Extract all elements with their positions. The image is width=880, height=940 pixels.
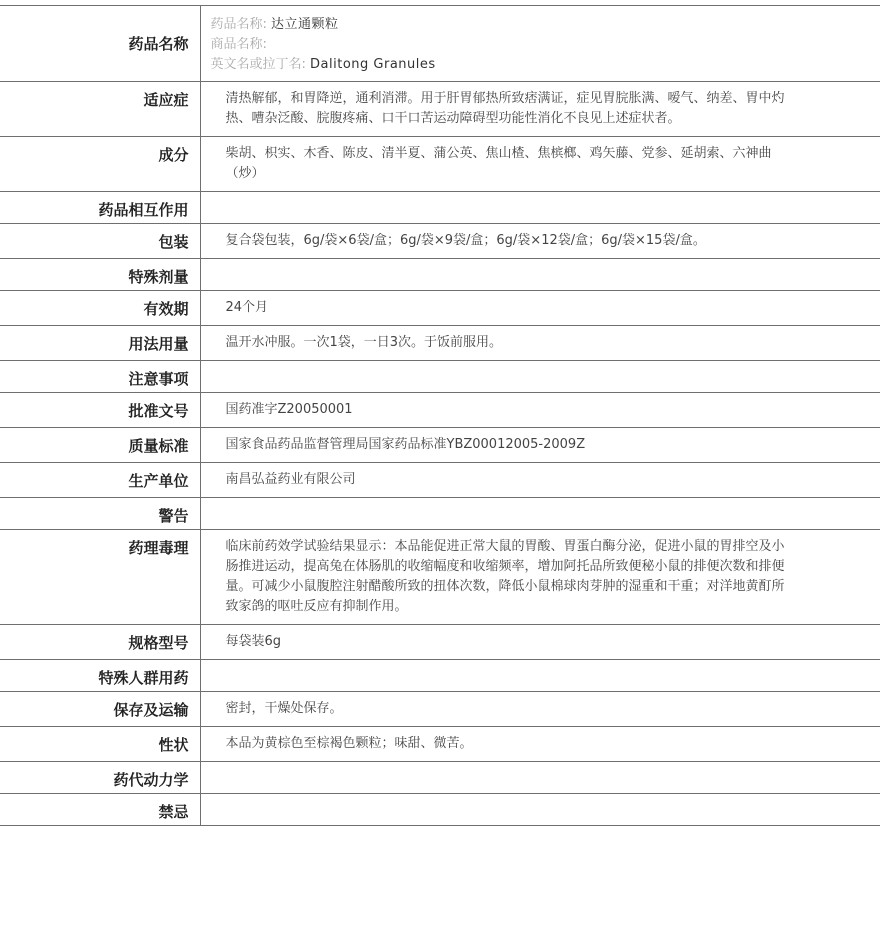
spec-row bbox=[0, 794, 880, 826]
spec-label: 禁忌 bbox=[0, 794, 200, 826]
spec-value: 每袋装6g bbox=[200, 625, 880, 660]
spec-label: 规格型号 bbox=[0, 625, 200, 660]
trade-name-key: 商品名称: bbox=[210, 37, 267, 52]
spec-row bbox=[0, 530, 880, 625]
generic-name-value: 达立通颗粒 bbox=[271, 17, 339, 32]
spec-row bbox=[0, 82, 880, 137]
spec-label: 有效期 bbox=[0, 291, 200, 326]
spec-row bbox=[0, 428, 880, 463]
spec-value bbox=[200, 660, 880, 692]
spec-value bbox=[200, 498, 880, 530]
spec-label: 药理毒理 bbox=[0, 530, 200, 625]
spec-value: 温开水冲服。一次1袋，一日3次。于饭前服用。 bbox=[200, 326, 880, 361]
spec-label: 用法用量 bbox=[0, 326, 200, 361]
spec-value bbox=[200, 794, 880, 826]
spec-value: 国家食品药品监督管理局国家药品标准YBZ00012005-2009Z bbox=[200, 428, 880, 463]
spec-row bbox=[0, 692, 880, 727]
spec-label: 保存及运输 bbox=[0, 692, 200, 727]
drug-spec-body bbox=[0, 6, 880, 826]
english-name-key: 英文名或拉丁名: bbox=[210, 57, 306, 72]
spec-label: 成分 bbox=[0, 137, 200, 192]
spec-value bbox=[200, 192, 880, 224]
spec-value: 柴胡、枳实、木香、陈皮、清半夏、蒲公英、焦山楂、焦槟榔、鸡矢藤、党参、延胡索、六神曲（炒） bbox=[200, 137, 880, 192]
spec-label: 性状 bbox=[0, 727, 200, 762]
spec-row bbox=[0, 727, 880, 762]
spec-label: 特殊剂量 bbox=[0, 259, 200, 291]
spec-value bbox=[200, 762, 880, 794]
generic-name-line bbox=[211, 15, 880, 35]
spec-row bbox=[0, 137, 880, 192]
spec-value: 复合袋包装，6g/袋×6袋/盒；6g/袋×9袋/盒；6g/袋×12袋/盒；6g/袋×15袋/盒。 bbox=[200, 224, 880, 259]
english-name-line bbox=[211, 55, 880, 75]
spec-value: 清热解郁，和胃降逆，通利消滞。用于肝胃郁热所致痞满证，症见胃脘胀满、嗳气、纳差、胃中灼热、嘈杂泛酸、脘腹疼痛、口干口苦运动障碍型功能性消化不良见上述症状者。 bbox=[200, 82, 880, 137]
spec-label: 包装 bbox=[0, 224, 200, 259]
generic-name-key: 药品名称: bbox=[210, 17, 267, 32]
spec-value: 南昌弘益药业有限公司 bbox=[200, 463, 880, 498]
spec-label: 药品名称 bbox=[0, 6, 200, 82]
english-name-value: Dalitong Granules bbox=[310, 57, 436, 72]
spec-row bbox=[0, 291, 880, 326]
spec-label: 生产单位 bbox=[0, 463, 200, 498]
spec-row bbox=[0, 192, 880, 224]
spec-value: 本品为黄棕色至棕褐色颗粒；味甜、微苦。 bbox=[200, 727, 880, 762]
spec-row bbox=[0, 498, 880, 530]
spec-label: 药代动力学 bbox=[0, 762, 200, 794]
spec-row bbox=[0, 393, 880, 428]
spec-row bbox=[0, 625, 880, 660]
spec-label: 药品相互作用 bbox=[0, 192, 200, 224]
drug-names-cell bbox=[200, 6, 880, 82]
spec-row bbox=[0, 326, 880, 361]
spec-row bbox=[0, 224, 880, 259]
trade-name-line bbox=[211, 35, 880, 55]
spec-row bbox=[0, 660, 880, 692]
spec-value: 密封，干燥处保存。 bbox=[200, 692, 880, 727]
spec-value bbox=[200, 259, 880, 291]
spec-label: 注意事项 bbox=[0, 361, 200, 393]
spec-value: 临床前药效学试验结果显示：本品能促进正常大鼠的胃酸、胃蛋白酶分泌，促进小鼠的胃排空及小肠推进运动，提高兔在体肠肌的收缩幅度和收缩频率，增加阿托品所致便秘小鼠的排便次数和排便量。可减少小鼠腹腔注射醋酸所致的扭体次数，降低小鼠棉球肉芽肿的湿重和干重；对洋地黄酊所致家鸽的呕吐反应有抑制作用。 bbox=[200, 530, 880, 625]
spec-label: 警告 bbox=[0, 498, 200, 530]
spec-label: 适应症 bbox=[0, 82, 200, 137]
spec-row bbox=[0, 463, 880, 498]
spec-value: 国药准字Z20050001 bbox=[200, 393, 880, 428]
spec-row bbox=[0, 361, 880, 393]
spec-label: 批准文号 bbox=[0, 393, 200, 428]
spec-label: 质量标准 bbox=[0, 428, 200, 463]
spec-row-drug-name bbox=[0, 6, 880, 82]
spec-row bbox=[0, 762, 880, 794]
drug-spec-table bbox=[0, 5, 880, 826]
spec-value bbox=[200, 361, 880, 393]
spec-row bbox=[0, 259, 880, 291]
spec-value: 24个月 bbox=[200, 291, 880, 326]
spec-label: 特殊人群用药 bbox=[0, 660, 200, 692]
